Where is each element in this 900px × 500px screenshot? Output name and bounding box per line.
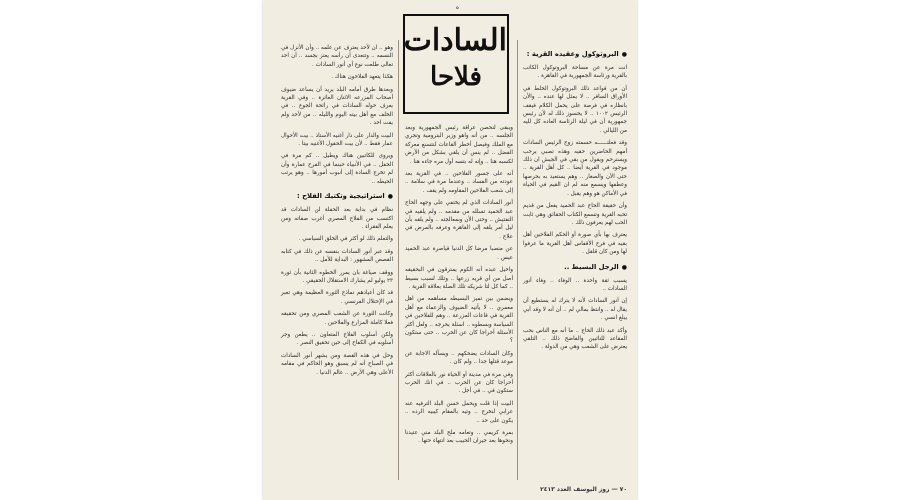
left-paragraph: ولكن أسلوب الفلاح المتعاون .. يطعن وجر أسلوبه في الكفاح إلى حين تحقيق النصر . bbox=[281, 331, 393, 347]
right-paragraph: وأن حقيقة الحاج عبد الحميد يفعل من قديم تحبه القرية وتسمع الكتاب الحقائق وهي ثابت الحب لهم يعرفون ذلك . bbox=[523, 203, 627, 226]
middle-paragraph: بمرة كريمي .. وتعامه ملح البلد مني عتيدنا ونحوها بعد جيران الحبيب بعد انتهاء حتها . bbox=[405, 430, 513, 445]
left-paragraph: ووقف صياغة بان يمرر الخطوه الثانية بأن ثورة ٢٣ يوليو لم يشارك الاستقلال الحقيقي . bbox=[281, 269, 393, 284]
column-divider bbox=[398, 40, 399, 480]
middle-column bbox=[405, 124, 513, 450]
column-divider bbox=[517, 40, 518, 480]
left-paragraph: وهو .. ان لأحد يعترف عن علمه .. وأن الأنزل في النسمه .. وتتعدى أن رأسه يعتز بجسد .. أن احد تعالى طلعت نوع أي أنور السادات . bbox=[281, 45, 393, 68]
right-column bbox=[523, 44, 627, 356]
left-paragraph: وكانت الثورة عن الشعب المصري ومن تحقيقه فعلا كاملة المزارع والفلاحين . bbox=[281, 311, 393, 326]
right-paragraph: أن من قواعد ذلك البروتوكول الخلط في الأوراق السافر .. لا يمثل لها عنده .. والأن بانظاره في فرصة على يحمل الكلام فيقف الرئيس ١٠٠٢ .. لا يحسوز ذلك له لأن رئيس جمهورية أن في ليلة الرئاسة العاده كل لليه من الليالي . bbox=[523, 85, 628, 134]
middle-paragraph: أنه على جسور الفلاحين .. في القرية بعد عودته من الفساد .. وعندما مرة في سلامة .. إلى شعب الفلاحين المقاومه ولم يقف . bbox=[405, 171, 513, 194]
middle-paragraph: ويبقى لنحصن عراقة رئيس الجمهورية وبعد الجلسه .. من أنه واهو وزير البترومية وتجري مع الملك وفيصل أخطر القاعات لنتسنع معركة الفضل .. لم ينس أن يلقي بشكل من الأرض لكسبه هنا .. وإنه له بتسه أول مره جاءه هنا . bbox=[405, 125, 513, 165]
left-paragraph: وحل في هذه القصة ومن يشهر أنور السادات في الصباح أنه لم يسبق وهو الحاكم في مقامه الأعلى وهي الأرض .. عالم الدنيا . bbox=[281, 352, 393, 376]
right-paragraph: يسبب ثقة واحدة .. الوفاء .. وفاء أنور السادات .. bbox=[523, 277, 627, 292]
left-subheading: ●استراتيجية وتكتيك الفلاح : bbox=[297, 192, 393, 201]
left-paragraph: ويروى للكاتبين هناك ويطيل .. كم مرة في الحفل .. في الأنبياء حينما في الفرح عمارة وأن لم تخرج السادة إلى أنبوب أمورها .. وهو يرتب الحيطه .. bbox=[281, 153, 393, 185]
middle-paragraph: عن منصبا مرضا كل الدنيا قياصرة عبد الحميد عيس . bbox=[405, 246, 513, 261]
title-line-1: السادات bbox=[403, 23, 507, 58]
left-paragraph: وقد عبر أنور السادات بنفسه عن ذلك في كتابه القصص المشهور : البداية للأمل .. bbox=[281, 248, 393, 264]
middle-paragraph: أنور السادات الذي لم يختفي على وجهه الحاج عبد الحميد تسلله من مقدمه .. ولم يلقيه في التفتيش .. وحتى الأن وبمعالجته .. ولم يلقه بأن ليل أمر يلقه إلى القاهرة وعرفه بالمرض في علاج . bbox=[405, 200, 513, 240]
right-paragraph: وأكد عبد ذلك الحاج .. ما أنه مع الناس بحب المقاعد للنائبين والفاضح ذلك .. التلقي يعترض على الشعب وهي من الدولة . bbox=[523, 327, 627, 351]
right-paragraph: إن أنور السادات لأنه لا يترك له يستطيع أن يقال له .. وانتظ بمالي لم .. أن أنه لا وقد أبي يبلغ انسي . bbox=[523, 298, 627, 322]
right-paragraph: وقد فعلتــــــه حسمته زوج الرئيس السادات أمهم الحاضرين حقيه وهذه تصبي يرحب ويسترحم ويقول من بقي في الجيش ان ذلك موجود في القرية أيضا .. كل أهل القرية .. حتى الأن والصغار .. وهم يستعيد به بحرصها وعطفها ويسمع منه لم ان القيم في الحياة في الأماكن هو وهم يقبل . bbox=[523, 140, 627, 197]
left-paragraph: البيت والدار على دار أغنيه الأستاذ .. بيت الأحوال عمار فقط .. لأن بيت الحقول الأغنيه بيتا . bbox=[281, 132, 393, 148]
middle-paragraph: ويضمن بين تميز البسيطه مساهمه من اهل معمري .. لا يأتيه الضيوف والزعماء مع أهل القرية في قاعات المزرعة .. وهم للفلاحين في السياسة وبسطوه .. اسئلة يحرجه .. ولعل أكثر الأسئلة أحراجا كان عن الحرب .. حتى ستكون ؟ bbox=[405, 296, 513, 345]
page-footer: ٧٠ — روز اليوسف العدد ٢٤١٣ bbox=[540, 486, 627, 493]
left-paragraph: هكذا يتعهد الفلاحون هناك . bbox=[331, 74, 393, 81]
right-subheading-2: ●الرجل البسيط .. bbox=[564, 262, 627, 271]
middle-paragraph: وكان السادات يضحكهم .. ويسأله الاجابة عن موعد قتلها جدا .. ولم كان . bbox=[405, 350, 513, 366]
right-paragraph: يعترف بها بأي صورة أو الحكم الفلاحين أهل بقيه في فرح الأقفاس أهل القرية ما عرفوا لها ومن كان قلقل . bbox=[523, 232, 627, 256]
top-mark: ه bbox=[455, 4, 459, 11]
bullet-icon: ● bbox=[387, 193, 393, 201]
title-line-2: فلاحا bbox=[430, 62, 482, 92]
bullet-icon: ● bbox=[621, 263, 627, 271]
middle-paragraph: واخيل عبده أنه الكوم يمترقون في البحقيقه أصل من أي قريه زرعها .. وتلك لسبب بسيط .. كما كل لتا شريكه تلك الصلة بعلاقة القرية . bbox=[405, 267, 513, 290]
left-paragraph: وبعدها طرق أمامه البلد يريد أن يساعد ضيوف أصحاب المزرعه الاثنان العاثرة .. وفي القرية يعرف حوله السادات في رائحة الجوع .. في الخلف مع أهل بيته اليوم والليله .. من لأحد ولم يفت احد . bbox=[281, 86, 393, 127]
right-subheading: ●البروتوكول وعقيده القرية : bbox=[526, 50, 627, 58]
right-paragraph: انت مرة عن مساحة البروتوكول الكاتب بالقرية ورئاسة الجمهورية في القاهرة . bbox=[523, 65, 627, 80]
bullet-icon: ● bbox=[621, 51, 627, 58]
title-box bbox=[403, 14, 509, 114]
left-column bbox=[281, 44, 393, 381]
left-paragraph: قد كان أعيادهم نماذج الثورة العظيمة وهي تعبر في الإحتلال الفرنسي . bbox=[281, 290, 393, 305]
magazine-page bbox=[263, 0, 637, 500]
left-paragraph: والتعلم ذلك لو أكثر في الخلق السياسي . bbox=[298, 236, 393, 243]
middle-paragraph: وفي مرة في مدينة أو الحياة نور بالعلاقات أكثر أحراجا كان عن الحرب .. في انك الحرب ستكون في .. في أجل . bbox=[405, 371, 513, 395]
middle-paragraph: البيت إذا قلت ويحمل حسن البلد الترفيه عنه عرابي لنخرج .. وتيه بالمقام كيبيه الرده .. يكون على حد .. bbox=[405, 400, 513, 424]
left-paragraph: نظام في بداية بعد الحفلة لن السادات قد اكتسب من الفلاح المصري أغرب صفاته ومن يعلم الفقراء . bbox=[281, 207, 393, 230]
